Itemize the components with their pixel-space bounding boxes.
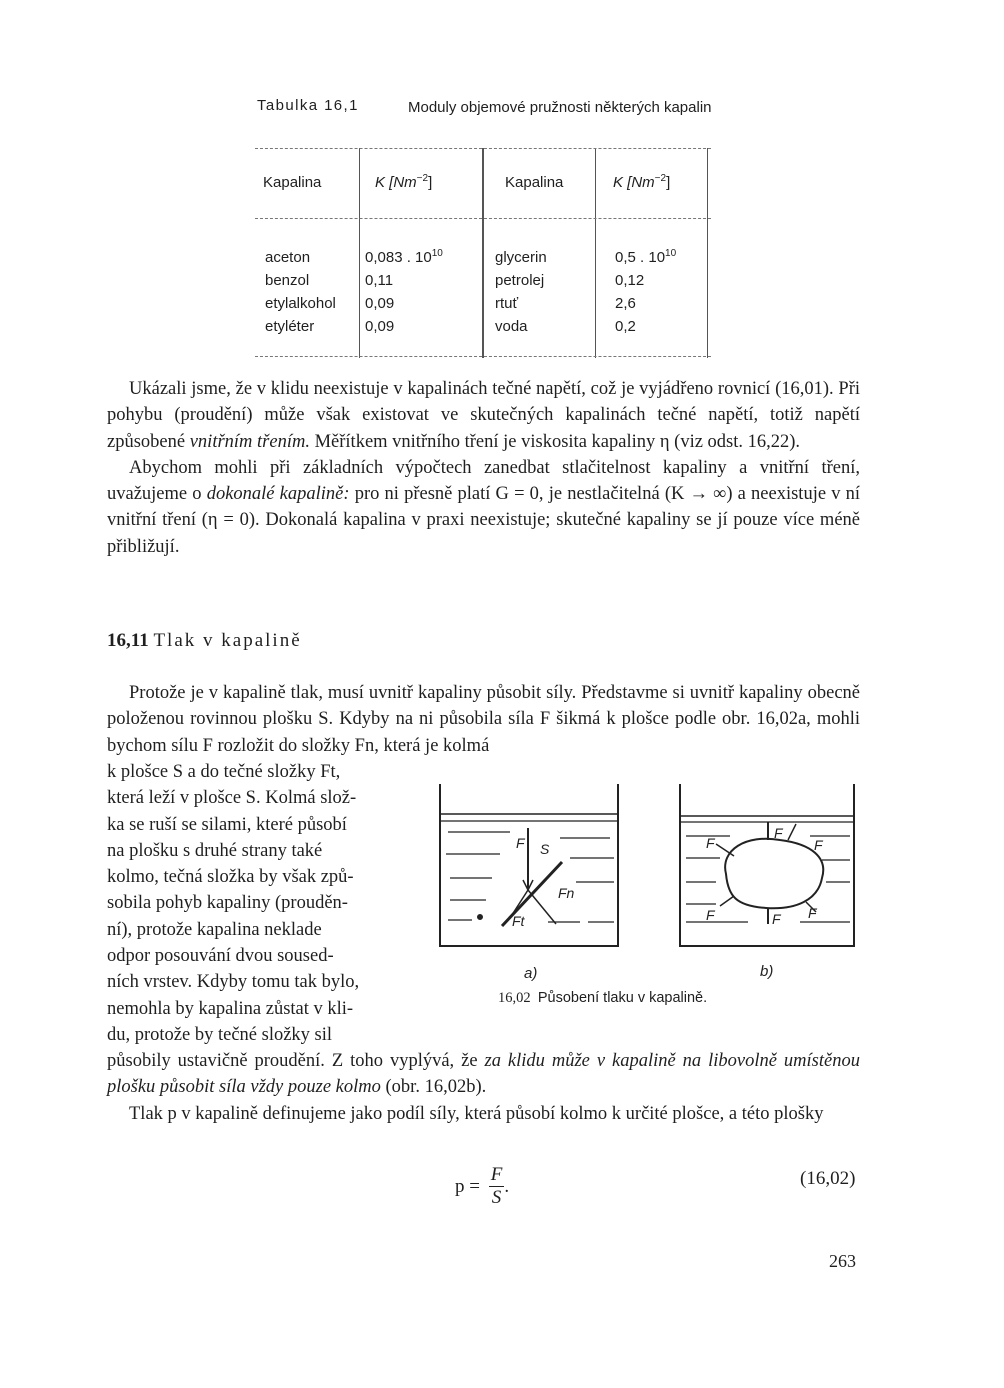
left-names-column	[265, 246, 336, 338]
table-rule	[255, 356, 711, 357]
left-values-column	[365, 246, 443, 338]
text-line: odpor posouvání dvou soused-	[107, 946, 334, 967]
label-f: F	[772, 911, 781, 927]
moduli-table	[255, 148, 711, 358]
paragraph: Tlak p v kapalině definujeme jako podíl síly, která působí kolmo k určité plošce, a této plošky	[129, 1103, 824, 1124]
body-text-block	[107, 376, 860, 560]
value-exponent: 10	[665, 248, 677, 259]
table-cell: 0,09	[365, 318, 395, 335]
label-f: F	[774, 825, 783, 841]
table-divider	[595, 148, 596, 358]
label-f: F	[706, 835, 715, 851]
text-run: (obr. 16,02b).	[380, 1077, 487, 1098]
figure-caption-text: Působení tlaku v kapalině.	[537, 990, 708, 1006]
text-line: k plošce S a do tečné složky Ft,	[107, 762, 341, 782]
emphasis: za klidu může v kapalině na libovolně umístěnou plošku působit síla vždy pouze kolmo	[107, 1051, 860, 1098]
figure-labels	[512, 825, 824, 982]
section-title: Tlak v kapalině	[153, 630, 302, 651]
table-cell: 0,09	[365, 295, 395, 312]
value-text: 0,5 . 10	[615, 249, 666, 266]
table-cell	[615, 246, 676, 269]
equation-period: .	[504, 1175, 510, 1197]
emphasis: dokonalé kapalině:	[206, 484, 350, 505]
table-label: Tabulka 16,1	[257, 97, 359, 114]
text-run: Ukázali jsme, že v klidu neexistuje v kapalinách tečné napětí, což je vyjádřeno rovnicí (16,01). Při pohybu (proudění) může však existovat ve skutečných kapalinách tečné napětí, totiž napětí způsobené	[107, 379, 860, 452]
force-arrow	[788, 824, 796, 840]
equation-number: (16,02)	[800, 1168, 856, 1189]
value-exponent: 10	[431, 248, 443, 259]
table-cell: rtuť	[495, 295, 519, 312]
table-cell	[365, 246, 443, 269]
text-run: pro ni přesně platí G = 0, je nestlačitelná (K → ∞) a neexistuje v ní vnitřní tření (η = 0). Dokonalá kapalina v praxi neexistuje; skutečné kapaliny se jí pouze více méně přibližují.	[107, 484, 860, 557]
table-rule	[255, 218, 711, 219]
header-bracket: ]	[428, 174, 433, 191]
paragraph: Protože je v kapalině tlak, musí uvnitř kapaliny působit síly. Představme si uvnitř kapaliny obecně položenou rovinnou plošku S. Kdyby na ni působila síla F šikmá k plošce podle obr. 16,02a, mohli bychom sílu F rozložit do složky Fn, která je kolmá	[107, 683, 860, 756]
table-cell: etyléter	[265, 318, 315, 335]
equation	[455, 1164, 509, 1209]
figure-caption	[498, 990, 707, 1007]
text-line: ních vrstev. Kdyby tomu tak bylo,	[107, 972, 360, 993]
table-title: Moduly objemové pružnosti některých kapalin	[408, 99, 712, 116]
table-cell: glycerin	[495, 249, 547, 266]
text-run: Abychom mohli při základních výpočtech zanedbat stlačitelnost kapaliny a vnitřní tření, uvažujeme o	[107, 457, 860, 505]
header-exponent: −2	[416, 173, 429, 184]
body-text-block	[107, 1048, 860, 1127]
equation-lhs: p =	[455, 1175, 480, 1197]
force-arrow	[720, 896, 734, 906]
text-line: kolmo, tečná složka by však způ-	[107, 867, 354, 888]
label-fn: Fn	[558, 885, 575, 901]
label-f: F	[814, 837, 823, 853]
paragraph	[107, 1048, 860, 1101]
label-f: F	[706, 907, 715, 923]
label-s: S	[540, 841, 550, 857]
figure-a	[440, 784, 618, 946]
column-header	[613, 174, 670, 191]
header-bracket: ]	[666, 174, 671, 191]
header-k-text: K [Nm	[613, 174, 655, 191]
table-cell: aceton	[265, 249, 311, 266]
label-ft: Ft	[512, 913, 525, 929]
right-values-column	[615, 246, 676, 338]
fraction-numerator: F	[490, 1164, 503, 1185]
column-header: Kapalina	[263, 174, 322, 191]
column-header: Kapalina	[505, 174, 564, 191]
section-number: 16,11	[107, 630, 149, 651]
text-line: nemohla by kapalina zůstat v kli-	[107, 998, 354, 1019]
subfigure-a-label: a)	[524, 965, 538, 982]
text-line: du, protože by tečné složky sil	[107, 1024, 333, 1045]
table-divider	[482, 148, 484, 358]
body-text-block	[107, 680, 860, 759]
table-rule	[255, 148, 711, 149]
table-divider	[359, 148, 360, 358]
subfigure-b-label: b)	[760, 963, 774, 980]
pressure-figure	[430, 778, 860, 988]
label-f: F	[808, 905, 817, 921]
table-divider	[707, 148, 708, 358]
table-cell: 2,6	[615, 295, 636, 312]
table-cell: petrolej	[495, 272, 545, 289]
table-cell: 0,11	[365, 272, 394, 289]
header-k-text: K [Nm	[375, 174, 417, 191]
fraction-denominator: S	[491, 1187, 502, 1208]
table-cell: benzol	[265, 272, 310, 289]
liquid-body	[725, 839, 823, 909]
page-number: 263	[829, 1251, 856, 1271]
table-cell: etylalkohol	[265, 295, 336, 312]
text-line: která leží v plošce S. Kolmá slož-	[107, 788, 357, 809]
text-line: ní), protože kapalina neklade	[107, 919, 322, 940]
column-header	[375, 174, 432, 191]
text-line: ka se ruší se silami, které působí	[107, 814, 347, 835]
paragraph	[107, 376, 860, 455]
text-run: působily ustavičně proudění. Z toho vyplývá, že	[107, 1051, 485, 1071]
emphasis: vnitřním třením.	[189, 431, 310, 452]
force-fn-vector	[528, 890, 556, 924]
figure-number: 16,02	[498, 990, 531, 1006]
wrapped-text-column	[107, 759, 410, 1048]
right-names-column	[495, 246, 547, 338]
equation-fraction	[489, 1164, 505, 1209]
text-run: Měřítkem vnitřního tření je viskosita kapaliny η (viz odst. 16,22).	[309, 431, 801, 452]
table-cell: 0,12	[615, 272, 645, 289]
table-cell: 0,2	[615, 318, 636, 335]
text-line: na plošku s druhé strany také	[107, 840, 323, 861]
value-text: 0,083 . 10	[365, 249, 432, 266]
section-heading	[107, 630, 302, 652]
paragraph	[107, 455, 860, 560]
header-exponent: −2	[654, 173, 667, 184]
label-f: F	[516, 835, 525, 851]
table-cell: voda	[495, 318, 528, 335]
text-line: sobila pohyb kapaliny (prouděn-	[107, 893, 348, 914]
